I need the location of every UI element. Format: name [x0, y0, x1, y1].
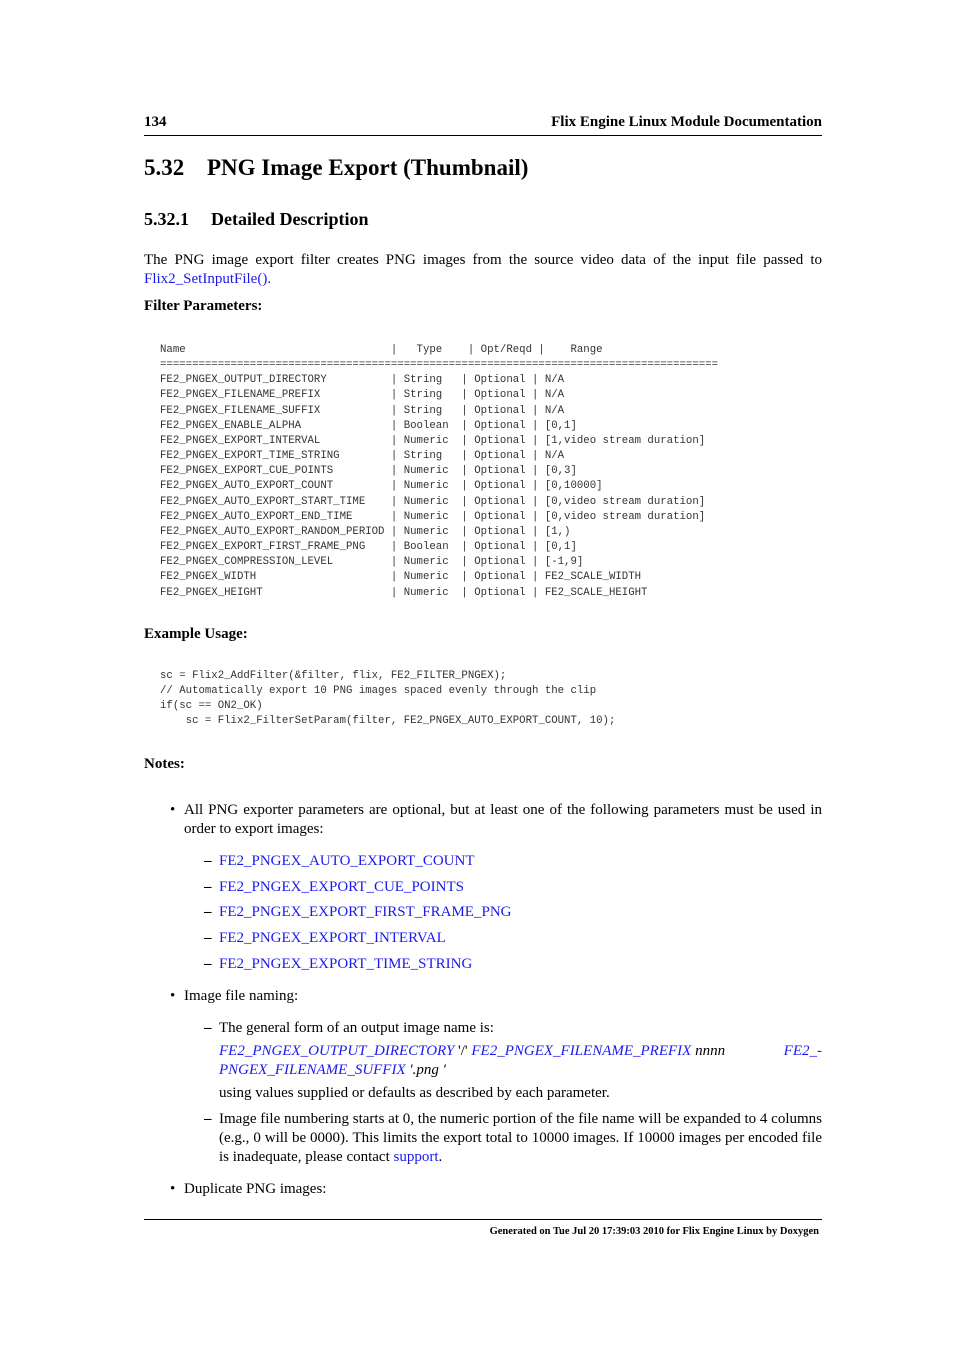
subsection-title: Detailed Description [211, 209, 369, 229]
page-footer [144, 1219, 822, 1237]
dash-marker: – [204, 1111, 212, 1127]
subsection-heading [144, 209, 368, 230]
footer-text: Generated on Tue Jul 20 17:39:03 2010 for Flix Engine Linux by Doxygen [489, 1226, 819, 1237]
set-input-file-link[interactable]: Flix2_SetInputFile(). [144, 271, 272, 287]
bullet-marker: • [170, 1181, 176, 1197]
parameter-table: Name | Type | Opt/Reqd | Range ======================================================================================= FE2_PNGEX_OUTPUT_DIRECTORY | String | Optional | N/A FE2_PNGEX_FILENAME_PREFIX | String | Optional | N/A FE2_PNGEX_FILENAME_SUFFIX | String | Optional | N/A FE2_PNGEX_ENABLE_ALPHA | Boolean | Optional | [0,1] FE2_PNGEX_EXPORT_INTERVAL | Numeric | Optional | [1,video stream duration] FE2_PNGEX_EXPORT_TIME_STRING | String | Optional | N/A FE2_PNGEX_EXPORT_CUE_POINTS | Numeric | Optional | [0,3] FE2_PNGEX_AUTO_EXPORT_COUNT | Numeric | Optional | [0,10000] FE2_PNGEX_AUTO_EXPORT_START_TIME | Numeric | Optional | [0,video stream duration] FE2_PNGEX_AUTO_EXPORT_END_TIME | Numeric | Optional | [0,video stream duration] FE2_PNGEX_AUTO_EXPORT_RANDOM_PERIOD | Numeric | Optional | [1,) FE2_PNGEX_EXPORT_FIRST_FRAME_PNG | Boolean | Optional | [0,1] FE2_PNGEX_COMPRESSION_LEVEL | Numeric | Optional | [-1,9] FE2_PNGEX_WIDTH | Numeric | Optional | FE2_SCALE_WIDTH FE2_PNGEX_HEIGHT | Numeric | Optional | FE2_SCALE_HEIGHT [160, 344, 718, 599]
subsection-number: 5.32.1 [144, 209, 189, 229]
naming-after: using values supplied or defaults as described by each parameter. [219, 1085, 610, 1101]
dash-marker: – [204, 879, 212, 895]
param-link-auto-export-count[interactable]: FE2_PNGEX_AUTO_EXPORT_COUNT [219, 853, 475, 869]
dash-marker: – [204, 853, 212, 869]
naming-nnnn: nnnn [695, 1043, 726, 1059]
naming-extension: '.png ' [409, 1062, 446, 1078]
dash-marker: – [204, 930, 212, 946]
intro-paragraph [144, 251, 822, 289]
bullet-marker: • [170, 802, 176, 818]
note-duplicate-png: Duplicate PNG images: [184, 1181, 327, 1197]
bullet-marker: • [170, 988, 176, 1004]
param-link-output-directory[interactable]: FE2_PNGEX_OUTPUT_DIRECTORY [219, 1043, 455, 1059]
param-link-export-time-string[interactable]: FE2_PNGEX_EXPORT_TIME_STRING [219, 956, 473, 972]
intro-text: The PNG image export filter creates PNG images from the source video data of the input file passed to [144, 252, 822, 268]
param-link-filename-suffix-a[interactable]: FE2_- [783, 1043, 822, 1059]
param-link-export-first-frame-png[interactable]: FE2_PNGEX_EXPORT_FIRST_FRAME_PNG [219, 904, 512, 920]
page-header [144, 113, 822, 136]
param-link-export-cue-points[interactable]: FE2_PNGEX_EXPORT_CUE_POINTS [219, 879, 464, 895]
note-file-naming: Image file naming: [184, 988, 299, 1004]
dash-marker: – [204, 956, 212, 972]
param-link-export-interval[interactable]: FE2_PNGEX_EXPORT_INTERVAL [219, 930, 446, 946]
naming-intro: The general form of an output image name is: [219, 1020, 494, 1036]
header-title: Flix Engine Linux Module Documentation [551, 114, 822, 130]
page-number: 134 [144, 114, 167, 130]
note-numbering: Image file numbering starts at 0, the numeric portion of the file name will be expanded to 4 columns (e.g., 0 will be 0000). This limits the export total to 10000 images. If 10000 images per encoded file is inadequate, please contact support. [219, 1111, 822, 1165]
filter-parameters-label: Filter Parameters: [144, 298, 263, 314]
dash-marker: – [204, 904, 212, 920]
support-link[interactable]: support [393, 1149, 439, 1165]
naming-separator: '/' [458, 1043, 468, 1059]
naming-form-line2 [219, 1061, 822, 1080]
naming-form-line1 [219, 1042, 822, 1061]
example-code-block: sc = Flix2_AddFilter(&filter, flix, FE2_FILTER_PNGEX); // Automatically export 10 PNG images spaced evenly through the clip if(sc == ON2_OK) sc = Flix2_FilterSetParam(filter, FE2_PNGEX_AUTO_EXPORT_COUNT, 10); [160, 670, 616, 728]
param-link-filename-suffix-b[interactable]: PNGEX_FILENAME_SUFFIX [219, 1062, 406, 1078]
dash-marker: – [204, 1020, 212, 1036]
notes-label: Notes: [144, 756, 185, 772]
section-number: 5.32 [144, 155, 185, 180]
example-usage-label: Example Usage: [144, 626, 248, 642]
param-link-filename-prefix[interactable]: FE2_PNGEX_FILENAME_PREFIX [471, 1043, 692, 1059]
note-required-params: All PNG exporter parameters are optional, but at least one of the following parameters must be used in order to export images: [184, 802, 822, 837]
section-title: PNG Image Export (Thumbnail) [207, 155, 529, 180]
section-heading [144, 155, 528, 181]
